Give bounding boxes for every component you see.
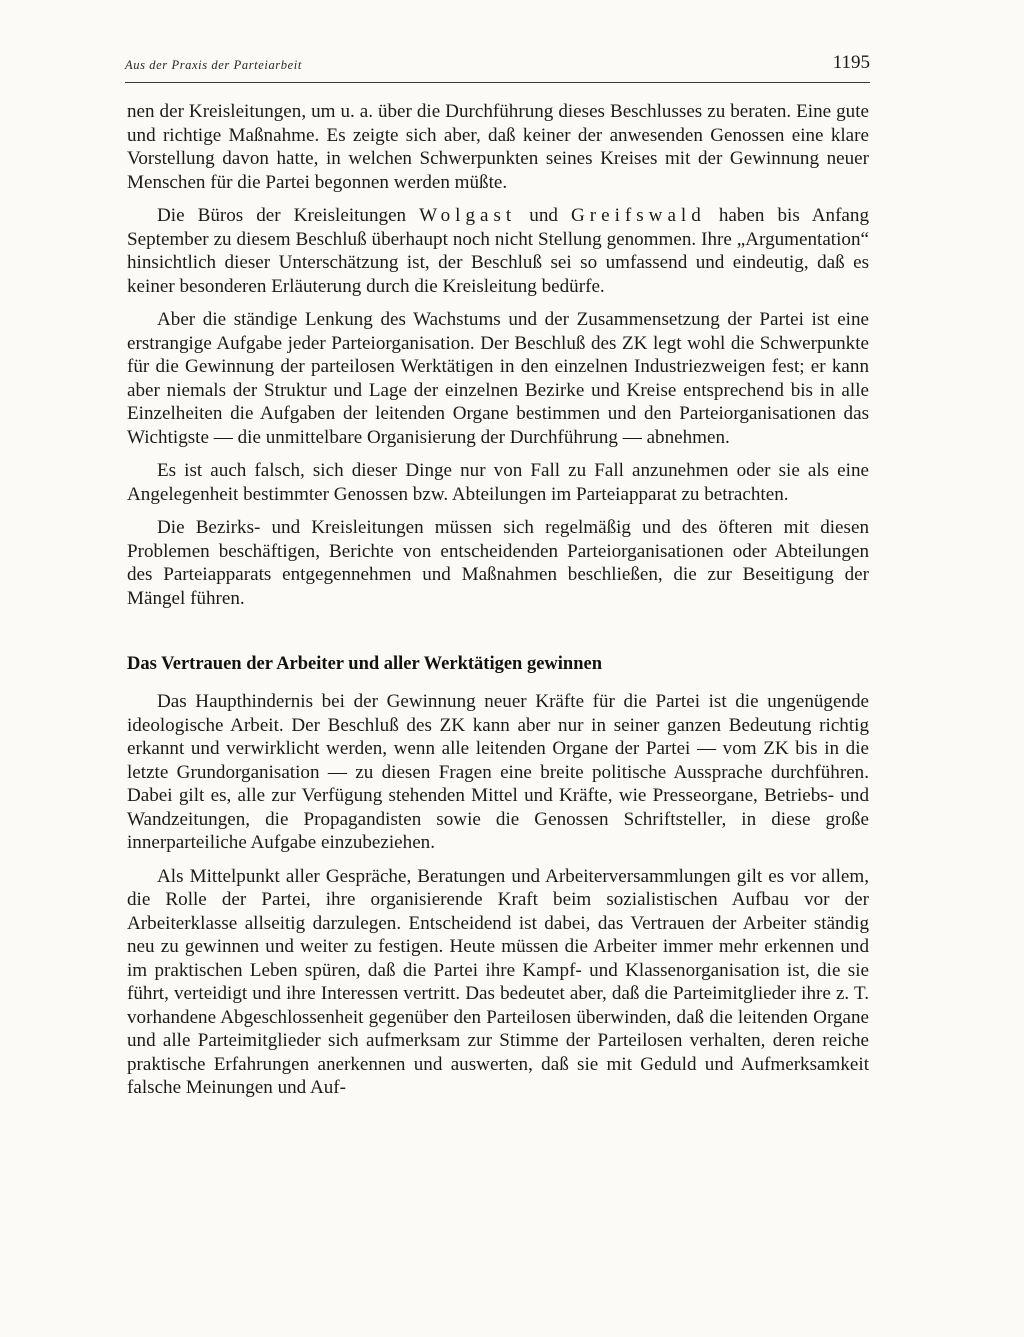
paragraph-text: haben bis Anfang September zu diesem Beschluß überhaupt noch nicht Stellung genommen. Ihre „Argumentation“ hinsichtlich dieser Unterschätzung ist, der Beschluß sei so umfassend und eindeutig, daß es keiner besonderen Erläuterung durch die Kreisleitung bedürfe. bbox=[127, 205, 869, 297]
paragraph-haupthindernis: Das Haupthindernis bei der Gewinnung neuer Kräfte für die Partei ist die ungenügende ideologische Arbeit. Der Beschluß des ZK kann aber nur in seiner ganzen Bedeutung richtig erkannt und verwirklicht werden, wenn alle leitenden Organe der Partei — vom ZK bis in die letzte Grundorganisation — zu diesen Fragen eine breite politische Aussprache durchführen. Dabei gilt es, alle zur Verfügung stehenden Mittel und Kräfte, wie Presseorgane, Betriebs- und Wandzeitungen, die Propagandisten sowie die Genossen Schriftsteller, in diese große innerparteiliche Aufgabe einzubeziehen. bbox=[127, 691, 869, 853]
paragraph-text: Die Büros der Kreisleitungen bbox=[157, 205, 420, 226]
paragraph-kreisleitungen bbox=[127, 204, 869, 298]
paragraph-text: und bbox=[516, 205, 571, 226]
page-number: 1195 bbox=[832, 52, 870, 73]
paragraph-continued: nen der Kreisleitungen, um u. a. über die Durchführung dieses Beschlusses zu beraten. Eine gute und richtige Maßnahme. Es zeigte sich aber, daß keiner der anwesenden Genossen eine klare Vorstellung davon hatte, in welchen Schwerpunkten seines Kreises mit der Gewinnung neuer Menschen für die Partei begonnen werden müßte. bbox=[127, 101, 869, 193]
running-title: Aus der Praxis der Parteiarbeit bbox=[125, 58, 302, 72]
place-name-greifswald: Greifswald bbox=[570, 205, 706, 226]
paragraph-mittelpunkt: Als Mittelpunkt aller Gespräche, Beratungen und Arbeiterversammlungen gilt es vor allem, die Rolle der Partei, ihre organisierende Kraft beim sozialistischen Aufbau vor der Arbeiterklasse allseitig darzulegen. Entscheidend ist dabei, das Vertrauen der Arbeiter ständig neu zu gewinnen und weiter zu festigen. Heute müssen die Arbeiter immer mehr erkennen und im praktischen Leben spüren, daß die Partei ihre Kampf- und Klassenorganisation ist, die sie führt, verteidigt und ihre Interessen vertritt. Das bedeutet aber, daß die Parteimitglieder ihre z. T. vorhandene Abgeschlossenheit gegenüber den Parteilosen überwinden, daß die leitenden Organe und alle Parteimitglieder sich aufmerksam zur Stimme der Parteilosen verhalten, deren reiche praktische Erfahrungen anerkennen und auswerten, daß sie mit Geduld und Aufmerksamkeit falsche Meinungen und Auf- bbox=[127, 865, 869, 1098]
section-heading: Das Vertrauen der Arbeiter und aller Werktätigen gewinnen bbox=[127, 654, 603, 674]
body-text bbox=[127, 100, 869, 1110]
running-header bbox=[125, 52, 870, 83]
paragraph-bezirksleitungen: Die Bezirks- und Kreisleitungen müssen sich regelmäßig und des öfteren mit diesen Problemen beschäftigen, Berichte von entscheidenden Parteiorganisationen oder Abteilungen des Parteiapparats entgegennehmen und Maßnahmen beschließen, die zur Beseitigung der Mängel führen. bbox=[127, 517, 869, 609]
paragraph-lenkung: Aber die ständige Lenkung des Wachstums und der Zusammensetzung der Partei ist eine erstrangige Aufgabe jeder Parteiorganisation. Der Beschluß des ZK legt wohl die Schwerpunkte für die Gewinnung der parteilosen Werktätigen in den einzelnen Industriezweigen fest; er kann aber niemals der Struktur und Lage der einzelnen Bezirke und Kreise entsprechend bis in alle Einzelheiten die Aufgaben der leitenden Organe bestimmen und den Parteiorganisationen das Wichtigste — die unmittelbare Organisierung der Durchführung — abnehmen. bbox=[127, 309, 869, 448]
place-name-wolgast: Wolgast bbox=[419, 205, 517, 226]
paragraph-falsch: Es ist auch falsch, sich dieser Dinge nur von Fall zu Fall anzunehmen oder sie als eine Angelegenheit bestimmter Genossen bzw. Abteilungen im Parteiapparat zu betrachten. bbox=[127, 460, 869, 505]
